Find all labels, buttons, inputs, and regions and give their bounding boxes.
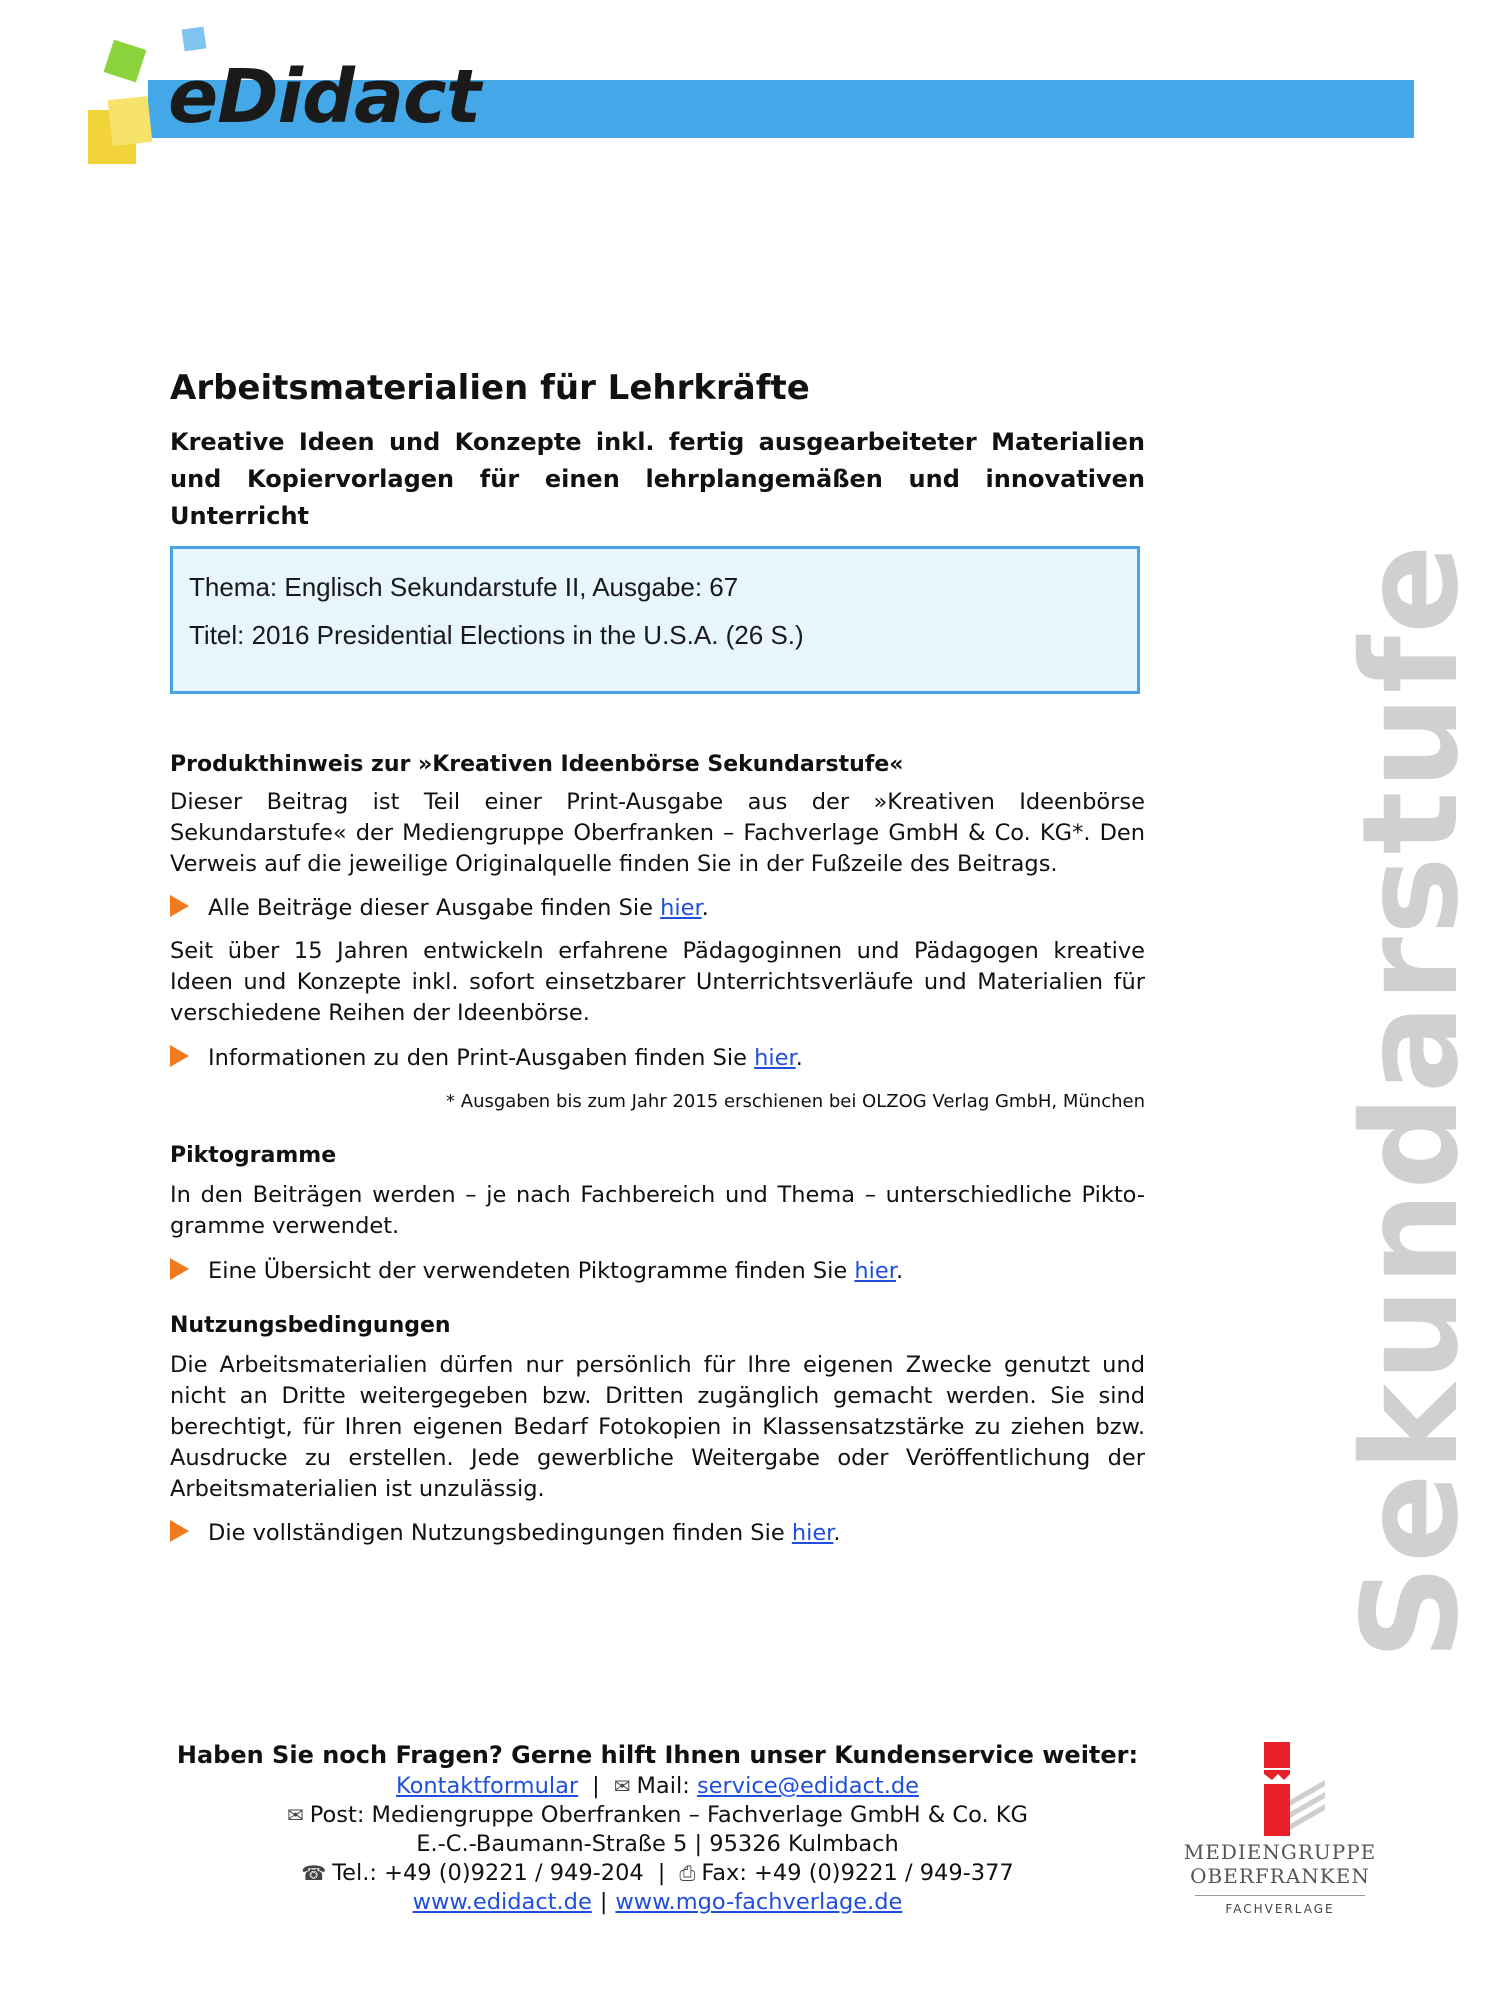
- paedagogen-text: Seit über 15 Jahren entwickeln erfahrene Pädagoginnen und Pädagogen kreative Ideen und Konzepte inkl. sofort einsetzbarer Unterrichtsverläufe und Materialien für verschiedene Reihen der Ideenbörse.: [170, 938, 1145, 1026]
- mgo-name-line1: MEDIENGRUPPE: [1183, 1840, 1377, 1864]
- kontaktformular-link[interactable]: Kontaktformular: [396, 1773, 579, 1799]
- topic-thema: Thema: Englisch Sekundarstufe II, Ausgabe: 67: [189, 572, 739, 602]
- bullet-text: Eine Übersicht der verwendeten Piktogramme finden Sie: [208, 1258, 855, 1284]
- footer-line-contact: [170, 1772, 1145, 1801]
- footer-line-phone: [170, 1859, 1145, 1888]
- topic-info-box: [170, 546, 1140, 694]
- produkthinweis-text: Dieser Beitrag ist Teil einer Print-Ausgabe aus der »Kreativen Ideenbörse Sekundarstufe« der Mediengruppe Oberfranken – Fachverlage GmbH & Co. KG*. Den Verweis auf die jeweilige Originalquelle finden Sie in der Fußzeile des Beitrags.: [170, 789, 1145, 877]
- produkthinweis-heading: Produkthinweis zur »Kreativen Ideenbörse Sekundarstufe«: [170, 752, 904, 777]
- nutzungsbedingungen-heading: Nutzungsbedingungen: [170, 1313, 451, 1338]
- email-link[interactable]: service@edidact.de: [696, 1773, 919, 1799]
- footer-address: E.-C.-Baumann-Straße 5 | 95326 Kulmbach: [416, 1831, 899, 1857]
- footer-line-post: [170, 1801, 1145, 1830]
- footer-title: Haben Sie noch Fragen? Gerne hilft Ihnen unser Kundenservice weiter:: [176, 1741, 1139, 1769]
- mgo-logo-emblem: [1185, 1740, 1375, 1925]
- mail-icon: ✉: [613, 1774, 631, 1798]
- separator: |: [592, 1773, 600, 1799]
- bullet-text: Die vollständigen Nutzungsbedingungen finden Sie: [208, 1520, 792, 1546]
- piktogramme-heading: Piktogramme: [170, 1143, 337, 1168]
- bullet-alle-beitraege: [170, 893, 709, 924]
- separator: |: [657, 1860, 666, 1886]
- bullet-arrow-icon: [170, 1520, 189, 1542]
- period: .: [701, 895, 709, 921]
- period: .: [833, 1520, 841, 1546]
- tel-text: Tel.: +49 (0)9221 / 949-204: [332, 1860, 644, 1886]
- page-subtitle: Kreative Ideen und Konzepte inkl. fertig ausgearbeiteter Materialien und Kopiervorlagen für einen lehrplangemäßen und innovativen Unterricht: [170, 428, 1145, 530]
- post-text: Post: Mediengruppe Oberfranken – Fachverlage GmbH & Co. KG: [309, 1802, 1028, 1828]
- mgo-name-line2: OBERFRANKEN: [1190, 1864, 1370, 1888]
- bullet-text: Informationen zu den Print-Ausgaben finden Sie: [208, 1045, 755, 1071]
- page-title: Arbeitsmaterialien für Lehrkräfte: [170, 368, 810, 408]
- hier-link-nutzung[interactable]: hier: [791, 1520, 834, 1546]
- period: .: [895, 1258, 904, 1284]
- mgo-name-line3: FACHVERLAGE: [1225, 1902, 1335, 1916]
- bullet-arrow-icon: [170, 1045, 189, 1067]
- fax-icon: ⎙: [679, 1861, 696, 1885]
- footer-line-web: [170, 1888, 1145, 1917]
- hier-link-beitraege[interactable]: hier: [660, 895, 702, 921]
- topic-titel: Titel: 2016 Presidential Elections in the U.S.A. (26 S.): [189, 620, 804, 650]
- phone-icon: ☎: [301, 1861, 327, 1885]
- bullet-piktogramme: [170, 1256, 903, 1287]
- separator: |: [599, 1889, 608, 1915]
- bullet-arrow-icon: [170, 1258, 189, 1280]
- bullet-arrow-icon: [170, 895, 189, 917]
- side-label-sekundarstufe: Sekundarstufe: [1334, 542, 1488, 1660]
- bullet-text: Alle Beiträge dieser Ausgabe finden Sie: [208, 895, 661, 921]
- piktogramme-text: In den Beiträgen werden – je nach Fachbereich und Thema – unterschiedliche Pikto-gramme verwendet.: [170, 1182, 1145, 1239]
- nutzungsbedingungen-text: Die Arbeitsmaterialien dürfen nur persönlich für Ihre eigenen Zwecke genutzt und nicht an Dritte weitergegeben bzw. Dritten zugänglich gemacht werden. Sie sind berechtigt, für Ihren eigenen Bedarf Fotokopien in Klassensatzstärke zu ziehen bzw. Ausdrucke zu erstellen. Jede gewerbliche Weitergabe oder Veröffentlichung der Arbeitsmaterialien ist unzulässig.: [170, 1352, 1145, 1502]
- bullet-print-ausgaben: [170, 1043, 803, 1074]
- hier-link-piktogramme[interactable]: hier: [854, 1258, 896, 1284]
- footer-contact: [170, 1738, 1145, 1917]
- logo-text: eDidact: [168, 54, 481, 140]
- footnote-olzog: * Ausgaben bis zum Jahr 2015 erschienen bei OLZOG Verlag GmbH, München: [446, 1091, 1145, 1112]
- mgo-divider: [1195, 1895, 1365, 1896]
- period: .: [795, 1045, 803, 1071]
- fax-text: Fax: +49 (0)9221 / 949-377: [701, 1860, 1014, 1886]
- bullet-nutzungsbedingungen: [170, 1518, 841, 1549]
- hier-link-print[interactable]: hier: [754, 1045, 796, 1071]
- edidact-web-link[interactable]: www.edidact.de: [412, 1889, 592, 1915]
- mgo-web-link[interactable]: www.mgo-fachverlage.de: [615, 1889, 903, 1915]
- post-icon: ✉: [286, 1803, 304, 1827]
- mail-label: Mail:: [636, 1773, 697, 1799]
